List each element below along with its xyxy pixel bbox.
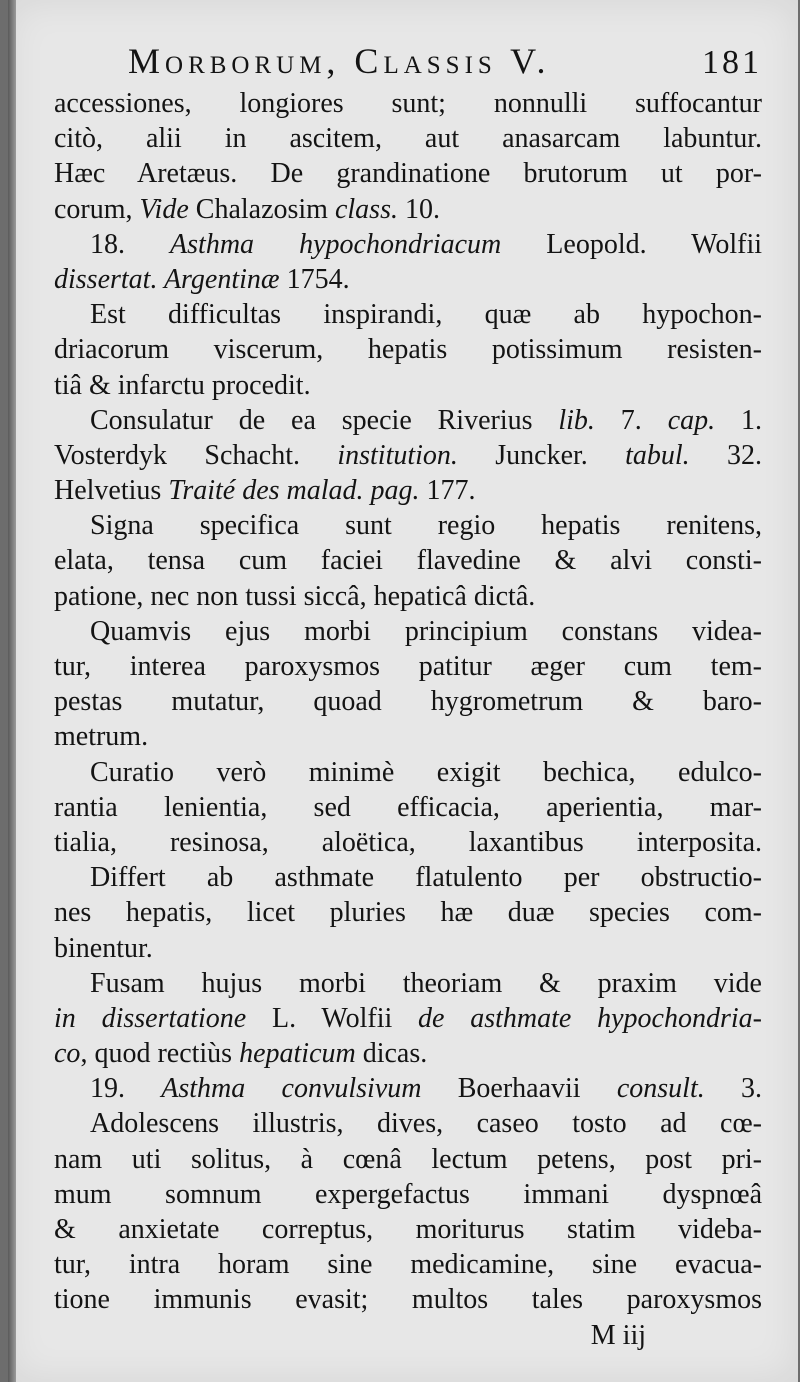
text-segment: 1754. <box>279 263 350 295</box>
text-segment: & anxietate correptus, moriturus statim videba- <box>54 1214 762 1245</box>
text-line <box>54 121 762 156</box>
text-line <box>54 473 762 508</box>
italic-text: class. <box>334 193 398 225</box>
body-text <box>54 86 762 1318</box>
text-segment: Vosterdyk Schacht. <box>54 439 338 471</box>
signature-mark: M iij <box>590 1319 646 1351</box>
text-line <box>54 192 762 227</box>
text-segment: 3. <box>704 1073 763 1105</box>
text-line <box>54 755 762 790</box>
italic-text: dissertat. Argentinæ <box>54 263 280 295</box>
text-segment: nes hepatis, licet pluries hæ duæ species com- <box>54 897 762 929</box>
text-segment: Leopold. Wolfii <box>501 228 762 260</box>
text-segment: Chalazosim <box>188 193 335 225</box>
text-line <box>54 1142 762 1177</box>
text-segment: 10. <box>397 193 440 225</box>
book-page <box>8 0 798 1382</box>
signature-mark-row <box>54 1318 762 1353</box>
text-segment: Consulatur de ea specie Riverius <box>90 404 559 436</box>
text-segment: accessiones, longiores sunt; nonnulli suffocantur <box>54 88 762 119</box>
text-segment: Est difficultas inspirandi, quæ ab hypochon- <box>90 299 762 331</box>
text-segment: Juncker. <box>457 439 626 471</box>
italic-text: consult. <box>616 1073 705 1105</box>
text-line <box>54 1106 762 1141</box>
text-line <box>54 262 762 297</box>
text-segment: Hæc Aretæus. De grandinatione brutorum ut por- <box>54 158 762 190</box>
text-line <box>54 508 762 543</box>
text-line <box>54 543 762 578</box>
text-segment: rantia lenientia, sed efficacia, aperientia, mar- <box>54 791 762 823</box>
italic-text: cap. <box>667 404 716 436</box>
text-segment: nam uti solitus, à cœnâ lectum petens, post pri- <box>54 1143 762 1175</box>
text-line <box>54 1247 762 1282</box>
text-line <box>54 684 762 719</box>
text-line <box>54 1036 762 1071</box>
text-segment: tialia, resinosa, aloëtica, laxantibus interposita. <box>54 826 762 858</box>
text-line <box>54 156 762 191</box>
text-segment: pestas mutatur, quoad hygrometrum & baro- <box>54 686 762 718</box>
text-segment: Signa specifica sunt regio hepatis renitens, <box>90 510 762 542</box>
text-line <box>54 438 762 473</box>
text-line <box>54 1071 762 1106</box>
text-segment: binentur. <box>54 932 153 964</box>
italic-text: de asthmate hypochondria- <box>418 1002 762 1034</box>
text-segment: tiâ & infarctu procedit. <box>54 369 311 401</box>
text-segment: mum somnum expergefactus immani dyspnœâ <box>54 1178 762 1210</box>
text-segment: 32. <box>689 439 762 471</box>
text-segment: Differt ab asthmate flatulento per obstructio- <box>90 862 762 894</box>
text-line <box>54 719 762 754</box>
running-title: Morborum, Classis V. <box>128 41 551 81</box>
text-segment: patione, nec non tussi siccâ, hepaticâ dictâ. <box>54 580 536 612</box>
text-line <box>54 227 762 262</box>
italic-text: in dissertatione <box>54 1002 247 1034</box>
text-line <box>54 1282 762 1317</box>
text-line <box>54 614 762 649</box>
text-line <box>54 825 762 860</box>
text-segment: Fusam hujus morbi theoriam & praxim vide <box>90 967 762 999</box>
text-segment: 1. <box>715 404 762 436</box>
text-line <box>54 1212 762 1247</box>
text-segment: 18. <box>90 228 171 260</box>
page-gutter-shadow <box>8 0 16 1382</box>
text-segment: Helvetius <box>54 475 169 507</box>
text-segment: 177. <box>419 475 476 507</box>
italic-text: tabul. <box>625 439 690 471</box>
text-line <box>54 1001 762 1036</box>
text-segment: elata, tensa cum faciei flavedine & alvi consti- <box>54 545 762 577</box>
text-line <box>54 1177 762 1212</box>
text-line <box>54 297 762 332</box>
text-line <box>54 860 762 895</box>
text-line <box>54 579 762 614</box>
text-segment: Adolescens illustris, dives, caseo tosto ad cœ- <box>90 1108 762 1140</box>
text-segment: tur, intra horam sine medicamine, sine evacua- <box>54 1249 762 1281</box>
italic-text: Asthma hypochondriacum <box>170 228 502 260</box>
text-segment: 19. <box>90 1073 162 1105</box>
text-segment: tur, interea paroxysmos patitur æger cum tem- <box>54 651 762 682</box>
italic-text: Asthma convulsivum <box>161 1073 422 1105</box>
text-line <box>54 368 762 403</box>
text-segment: tione immunis evasit; multos tales paroxysmos <box>54 1284 762 1316</box>
text-line <box>54 403 762 438</box>
text-segment: citò, alii in ascitem, aut anasarcam labuntur. <box>54 123 762 155</box>
italic-text: co <box>54 1038 81 1070</box>
text-segment: Quamvis ejus morbi principium constans videa- <box>90 615 762 647</box>
italic-text: Vide <box>139 193 189 225</box>
text-segment: Boerhaavii <box>421 1073 617 1105</box>
page-number: 181 <box>702 44 762 81</box>
text-segment: metrum. <box>54 721 149 753</box>
text-segment: 7. <box>594 404 668 436</box>
text-segment: driacorum viscerum, hepatis potissimum resisten- <box>54 334 762 366</box>
italic-text: institution. <box>337 439 458 471</box>
page-text-block <box>54 36 762 1353</box>
text-line <box>54 332 762 367</box>
italic-text: Traité des malad. pag. <box>168 475 420 507</box>
text-segment: dicas. <box>355 1038 428 1070</box>
italic-text: hepaticum <box>239 1038 356 1070</box>
text-segment: corum, <box>54 193 140 225</box>
running-header <box>54 36 762 86</box>
text-segment: L. Wolfii <box>246 1002 419 1034</box>
text-line <box>54 86 762 121</box>
text-line <box>54 649 762 684</box>
text-line <box>54 895 762 930</box>
text-line <box>54 931 762 966</box>
text-line <box>54 966 762 1001</box>
text-segment: Curatio verò minimè exigit bechica, edulco- <box>90 756 762 788</box>
text-segment: , quod rectiùs <box>80 1038 240 1070</box>
text-line <box>54 790 762 825</box>
italic-text: lib. <box>558 404 595 436</box>
